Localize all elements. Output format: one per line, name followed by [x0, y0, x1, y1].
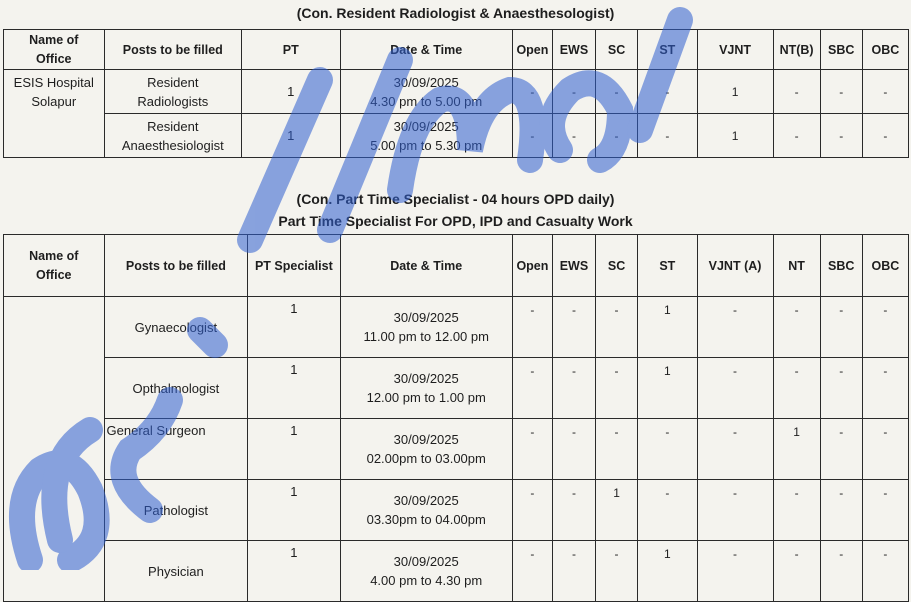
date-text: 30/09/2025	[393, 310, 459, 325]
post-cell	[104, 70, 241, 114]
post-line: Resident	[147, 118, 199, 134]
date-text: 30/09/2025	[393, 432, 459, 447]
ews-cell: -	[552, 480, 595, 541]
pt-cell: 1	[248, 358, 340, 419]
st-cell: -	[638, 480, 698, 541]
header-sc: SC	[596, 235, 638, 297]
header-st: ST	[638, 235, 698, 297]
header-ews: EWS	[552, 30, 595, 70]
nt-cell: -	[773, 114, 820, 158]
resident-table	[3, 29, 909, 158]
header-posts: Posts to be filled	[104, 235, 248, 297]
nt-cell: 1	[773, 419, 820, 480]
vjnt-cell: -	[697, 480, 773, 541]
open-cell: -	[512, 480, 552, 541]
st-cell: 1	[638, 358, 698, 419]
time-text: 5.00 pm to 5.30 pm	[370, 137, 483, 153]
open-cell: -	[512, 114, 552, 158]
header-open: Open	[512, 235, 552, 297]
post-cell: General Surgeon	[104, 419, 248, 480]
header-sbc: SBC	[820, 30, 862, 70]
header-office	[4, 30, 105, 70]
date-cell	[340, 480, 512, 541]
post-line: Anaesthesiologist	[121, 137, 224, 153]
office-name: ESIS Hospital	[13, 75, 94, 90]
office-city: Solapur	[31, 94, 77, 109]
ews-cell: -	[552, 114, 595, 158]
header-sbc: SBC	[820, 235, 862, 297]
header-ntb: NT(B)	[773, 30, 820, 70]
sc-cell: -	[596, 541, 638, 602]
open-cell: -	[512, 358, 552, 419]
header-open: Open	[512, 30, 552, 70]
section2-subheading: Part Time Specialist For OPD, IPD and Casualty Work	[278, 213, 633, 229]
nt-cell: -	[773, 358, 820, 419]
post-cell: Pathologist	[104, 480, 248, 541]
sbc-cell: -	[820, 358, 862, 419]
sc-cell: -	[596, 358, 638, 419]
header-vjnt: VJNT	[697, 30, 773, 70]
ews-cell: -	[552, 541, 595, 602]
header-nt: NT	[773, 235, 820, 297]
office-cell	[4, 297, 105, 602]
date-cell	[340, 114, 512, 158]
table-row	[4, 297, 909, 358]
sbc-cell: -	[820, 480, 862, 541]
post-cell: Opthalmologist	[104, 358, 248, 419]
section2-heading: (Con. Part Time Specialist - 04 hours OPD daily)	[296, 191, 615, 207]
vjnt-cell: -	[697, 541, 773, 602]
obc-cell: -	[862, 70, 908, 114]
header-vjnt-a: VJNT (A)	[697, 235, 773, 297]
date-text: 30/09/2025	[393, 74, 459, 90]
nt-cell: -	[773, 541, 820, 602]
post-line: Resident	[147, 74, 199, 90]
obc-cell: -	[862, 358, 908, 419]
header-text: Name of Office	[29, 248, 79, 282]
vjnt-cell: 1	[697, 70, 773, 114]
st-cell: -	[638, 419, 698, 480]
open-cell: -	[512, 541, 552, 602]
date-cell	[340, 419, 512, 480]
time-text: 02.00pm to 03.00pm	[366, 451, 486, 466]
vjnt-cell: 1	[697, 114, 773, 158]
nt-cell: -	[773, 297, 820, 358]
header-date: Date & Time	[340, 235, 512, 297]
ews-cell: -	[552, 419, 595, 480]
sc-cell: -	[596, 70, 638, 114]
vjnt-cell: -	[697, 419, 773, 480]
open-cell: -	[512, 70, 552, 114]
table-header-row	[4, 235, 909, 297]
table-row	[4, 541, 909, 602]
obc-cell: -	[862, 480, 908, 541]
header-obc: OBC	[862, 235, 908, 297]
header-obc: OBC	[862, 30, 908, 70]
vjnt-cell: -	[697, 358, 773, 419]
table-row	[4, 114, 909, 158]
nt-cell: -	[773, 480, 820, 541]
date-text: 30/09/2025	[393, 554, 459, 569]
header-office	[4, 235, 105, 297]
time-text: 4.00 pm to 4.30 pm	[370, 573, 483, 588]
pt-cell: 1	[248, 541, 340, 602]
time-text: 11.00 pm to 12.00 pm	[363, 329, 489, 344]
post-cell	[104, 114, 241, 158]
header-st: ST	[638, 30, 698, 70]
pt-cell: 1	[248, 297, 340, 358]
header-text: Name of Office	[29, 32, 79, 66]
table-row	[4, 358, 909, 419]
post-line: Radiologists	[137, 93, 209, 109]
time-text: 12.00 pm to 1.00 pm	[366, 390, 486, 405]
ews-cell: -	[552, 358, 595, 419]
sc-cell: -	[596, 297, 638, 358]
header-pt-specialist: PT Specialist	[248, 235, 340, 297]
st-cell: -	[638, 70, 698, 114]
vjnt-cell: -	[697, 297, 773, 358]
ews-cell: -	[552, 70, 595, 114]
time-text: 03.30pm to 04.00pm	[366, 512, 486, 527]
st-cell: 1	[638, 297, 698, 358]
sbc-cell: -	[820, 419, 862, 480]
post-cell: Physician	[104, 541, 248, 602]
open-cell: -	[512, 419, 552, 480]
table-header-row	[4, 30, 909, 70]
date-cell	[340, 358, 512, 419]
table-row	[4, 70, 909, 114]
pt-cell: 1	[242, 114, 341, 158]
table-row	[4, 480, 909, 541]
post-cell: Gynaecologist	[104, 297, 248, 358]
obc-cell: -	[862, 297, 908, 358]
pt-cell: 1	[248, 480, 340, 541]
sc-cell: -	[596, 114, 638, 158]
pt-cell: 1	[242, 70, 341, 114]
open-cell: -	[512, 297, 552, 358]
specialist-table	[3, 234, 909, 602]
table-row	[4, 419, 909, 480]
sc-cell: -	[596, 419, 638, 480]
nt-cell: -	[773, 70, 820, 114]
time-text: 4.30 pm to 5.00 pm	[370, 93, 483, 109]
pt-cell: 1	[248, 419, 340, 480]
sc-cell: 1	[596, 480, 638, 541]
section1-heading: (Con. Resident Radiologist & Anaesthesologist)	[296, 5, 615, 21]
date-cell	[340, 297, 512, 358]
date-cell	[340, 70, 512, 114]
header-posts: Posts to be filled	[104, 30, 241, 70]
date-text: 30/09/2025	[393, 118, 459, 134]
sbc-cell: -	[820, 297, 862, 358]
date-text: 30/09/2025	[393, 493, 459, 508]
header-date: Date & Time	[340, 30, 512, 70]
header-ews: EWS	[552, 235, 595, 297]
obc-cell: -	[862, 419, 908, 480]
header-sc: SC	[596, 30, 638, 70]
sbc-cell: -	[820, 114, 862, 158]
st-cell: -	[638, 114, 698, 158]
obc-cell: -	[862, 541, 908, 602]
office-cell	[4, 70, 105, 158]
ews-cell: -	[552, 297, 595, 358]
date-cell	[340, 541, 512, 602]
obc-cell: -	[862, 114, 908, 158]
sbc-cell: -	[820, 70, 862, 114]
st-cell: 1	[638, 541, 698, 602]
sbc-cell: -	[820, 541, 862, 602]
date-text: 30/09/2025	[393, 371, 459, 386]
header-pt: PT	[242, 30, 341, 70]
